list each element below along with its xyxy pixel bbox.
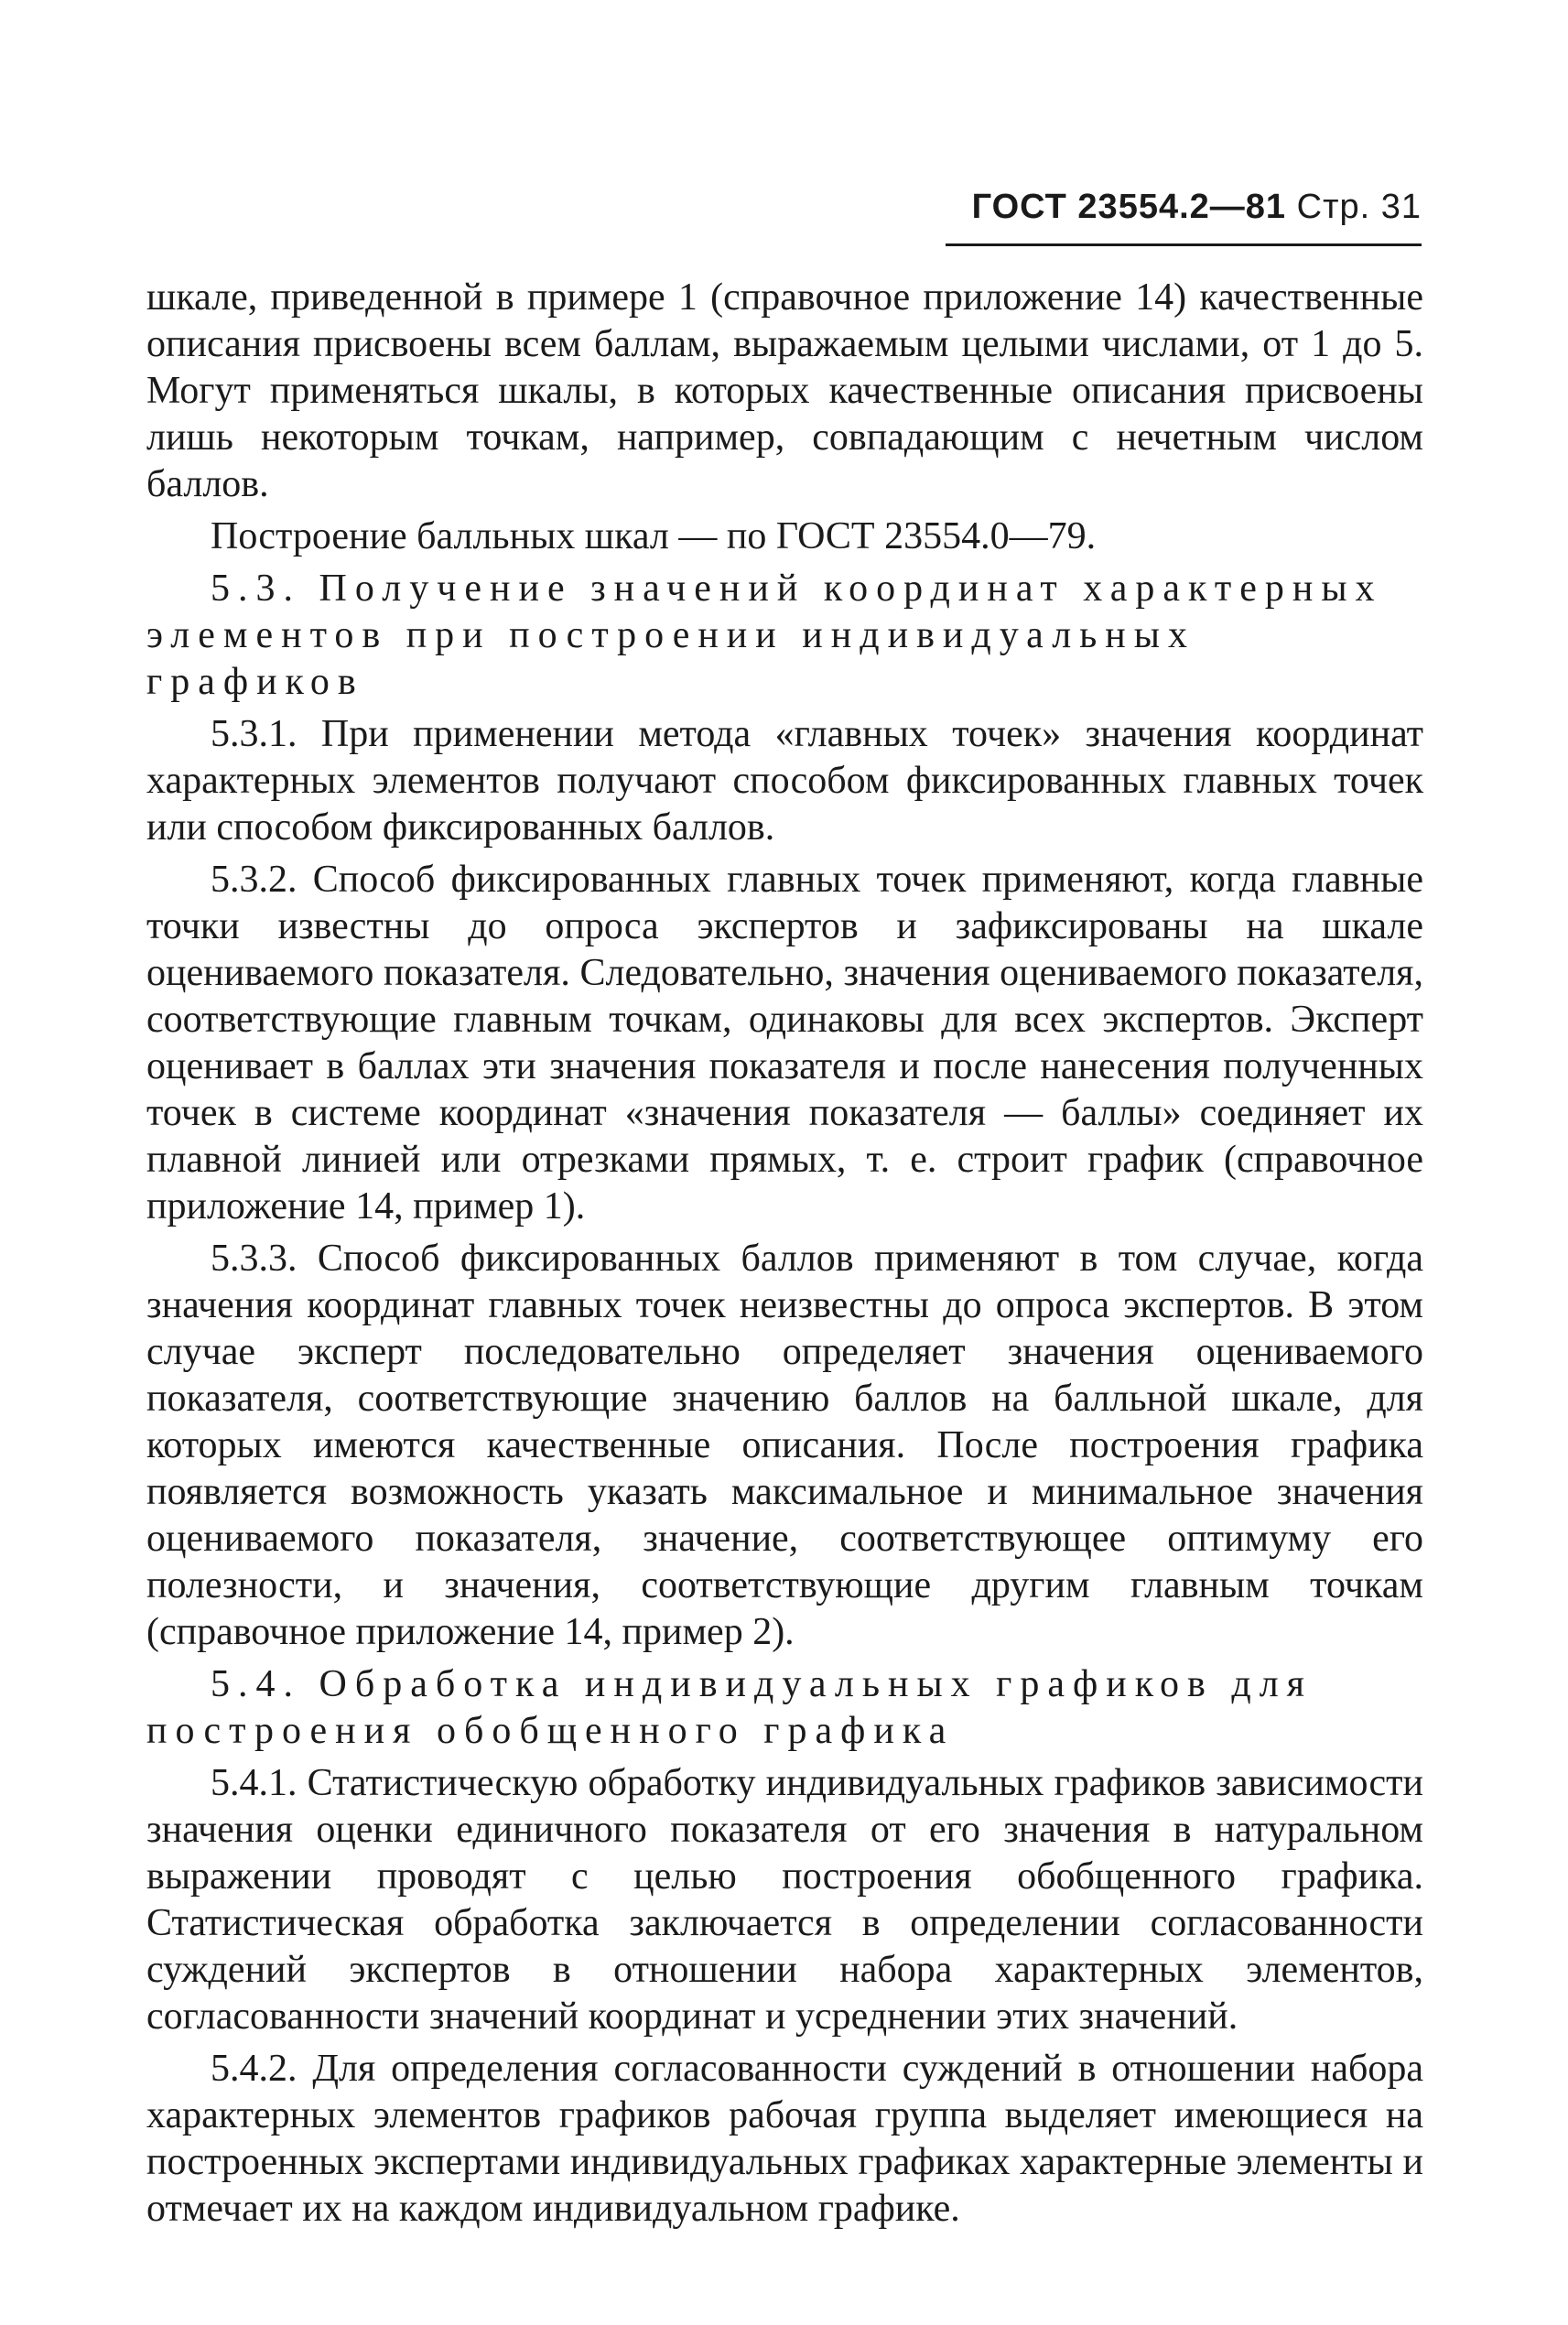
paragraph-5-4-2: 5.4.2. Для определения согласованности суждений в отношении набора характерных элементов графиков рабочая группа выделяет имеющиеся на построенных экспертами индивидуальных графиках характерные элементы и отмечает их на каждом индивидуальном графике. [146,2048,1423,2230]
paragraph-5-3-2: 5.3.2. Способ фиксированных главных точек применяют, когда главные точки известны до опроса экспертов и зафиксированы на шкале оцениваемого показателя. Следовательно, значения оцениваемого показателя, соответствующие главным точкам, одинаковы для всех экспертов. Эксперт оценивает в баллах эти значения показателя и после нанесения полученных точек в системе координат «значения показателя — баллы» соединяет их плавной линией или отрезками прямых, т. е. строит график (справочное приложение 14, пример 1). [146,859,1423,1227]
paragraph-5-3-1: 5.3.1. При применении метода «главных точек» значения координат характерных элементов получают способом фиксированных главных точек или способом фиксированных баллов. [146,713,1423,849]
section-heading-5-4: 5.4. Обработка индивидуальных графиков для построения обобщенного графика [146,1663,1313,1752]
standard-number: ГОСТ 23554.2—81 [971,188,1287,226]
paragraph-5-4-1: 5.4.1. Статистическую обработку индивидуальных графиков зависимости значения оценки единичного показателя от его значения в натуральном выражении проводят с целью построения обобщенного графика. Статистическая обработка заключается в определении согласованности суждений экспертов в отношении набора характерных элементов, согласованности значений координат и усреднении этих значений. [146,1762,1423,2038]
paragraph-5-3-3: 5.3.3. Способ фиксированных баллов применяют в том случае, когда значения координат главных точек неизвестны до опроса экспертов. В этом случае эксперт последовательно определяет значения оцениваемого показателя, соответствующие значению баллов на балльной шкале, для которых имеются качественные описания. После построения графика появляется возможность указать максимальное и минимальное значения оцениваемого показателя, значение, соответствующее оптимуму его полезности, и значения, соответствующие другим главным точкам (справочное приложение 14, пример 2). [146,1238,1423,1653]
document-body [146,275,1423,2238]
page-number: Стр. 31 [1296,188,1422,226]
paragraph-continuation: шкале, приведенной в примере 1 (справочное приложение 14) качественные описания присвоены всем баллам, выражаемым целыми числами, от 1 до 5. Могут применяться шкалы, в которых качественные описания присвоены лишь некоторым точкам, например, совпадающим с нечетным числом баллов. [146,276,1423,505]
section-heading-5-3: 5.3. Получение значений координат характерных элементов при построении индивидуальных графиков [146,568,1383,703]
paragraph-reference: Построение балльных шкал — по ГОСТ 23554.0—79. [211,515,1097,557]
page-header [946,188,1422,246]
